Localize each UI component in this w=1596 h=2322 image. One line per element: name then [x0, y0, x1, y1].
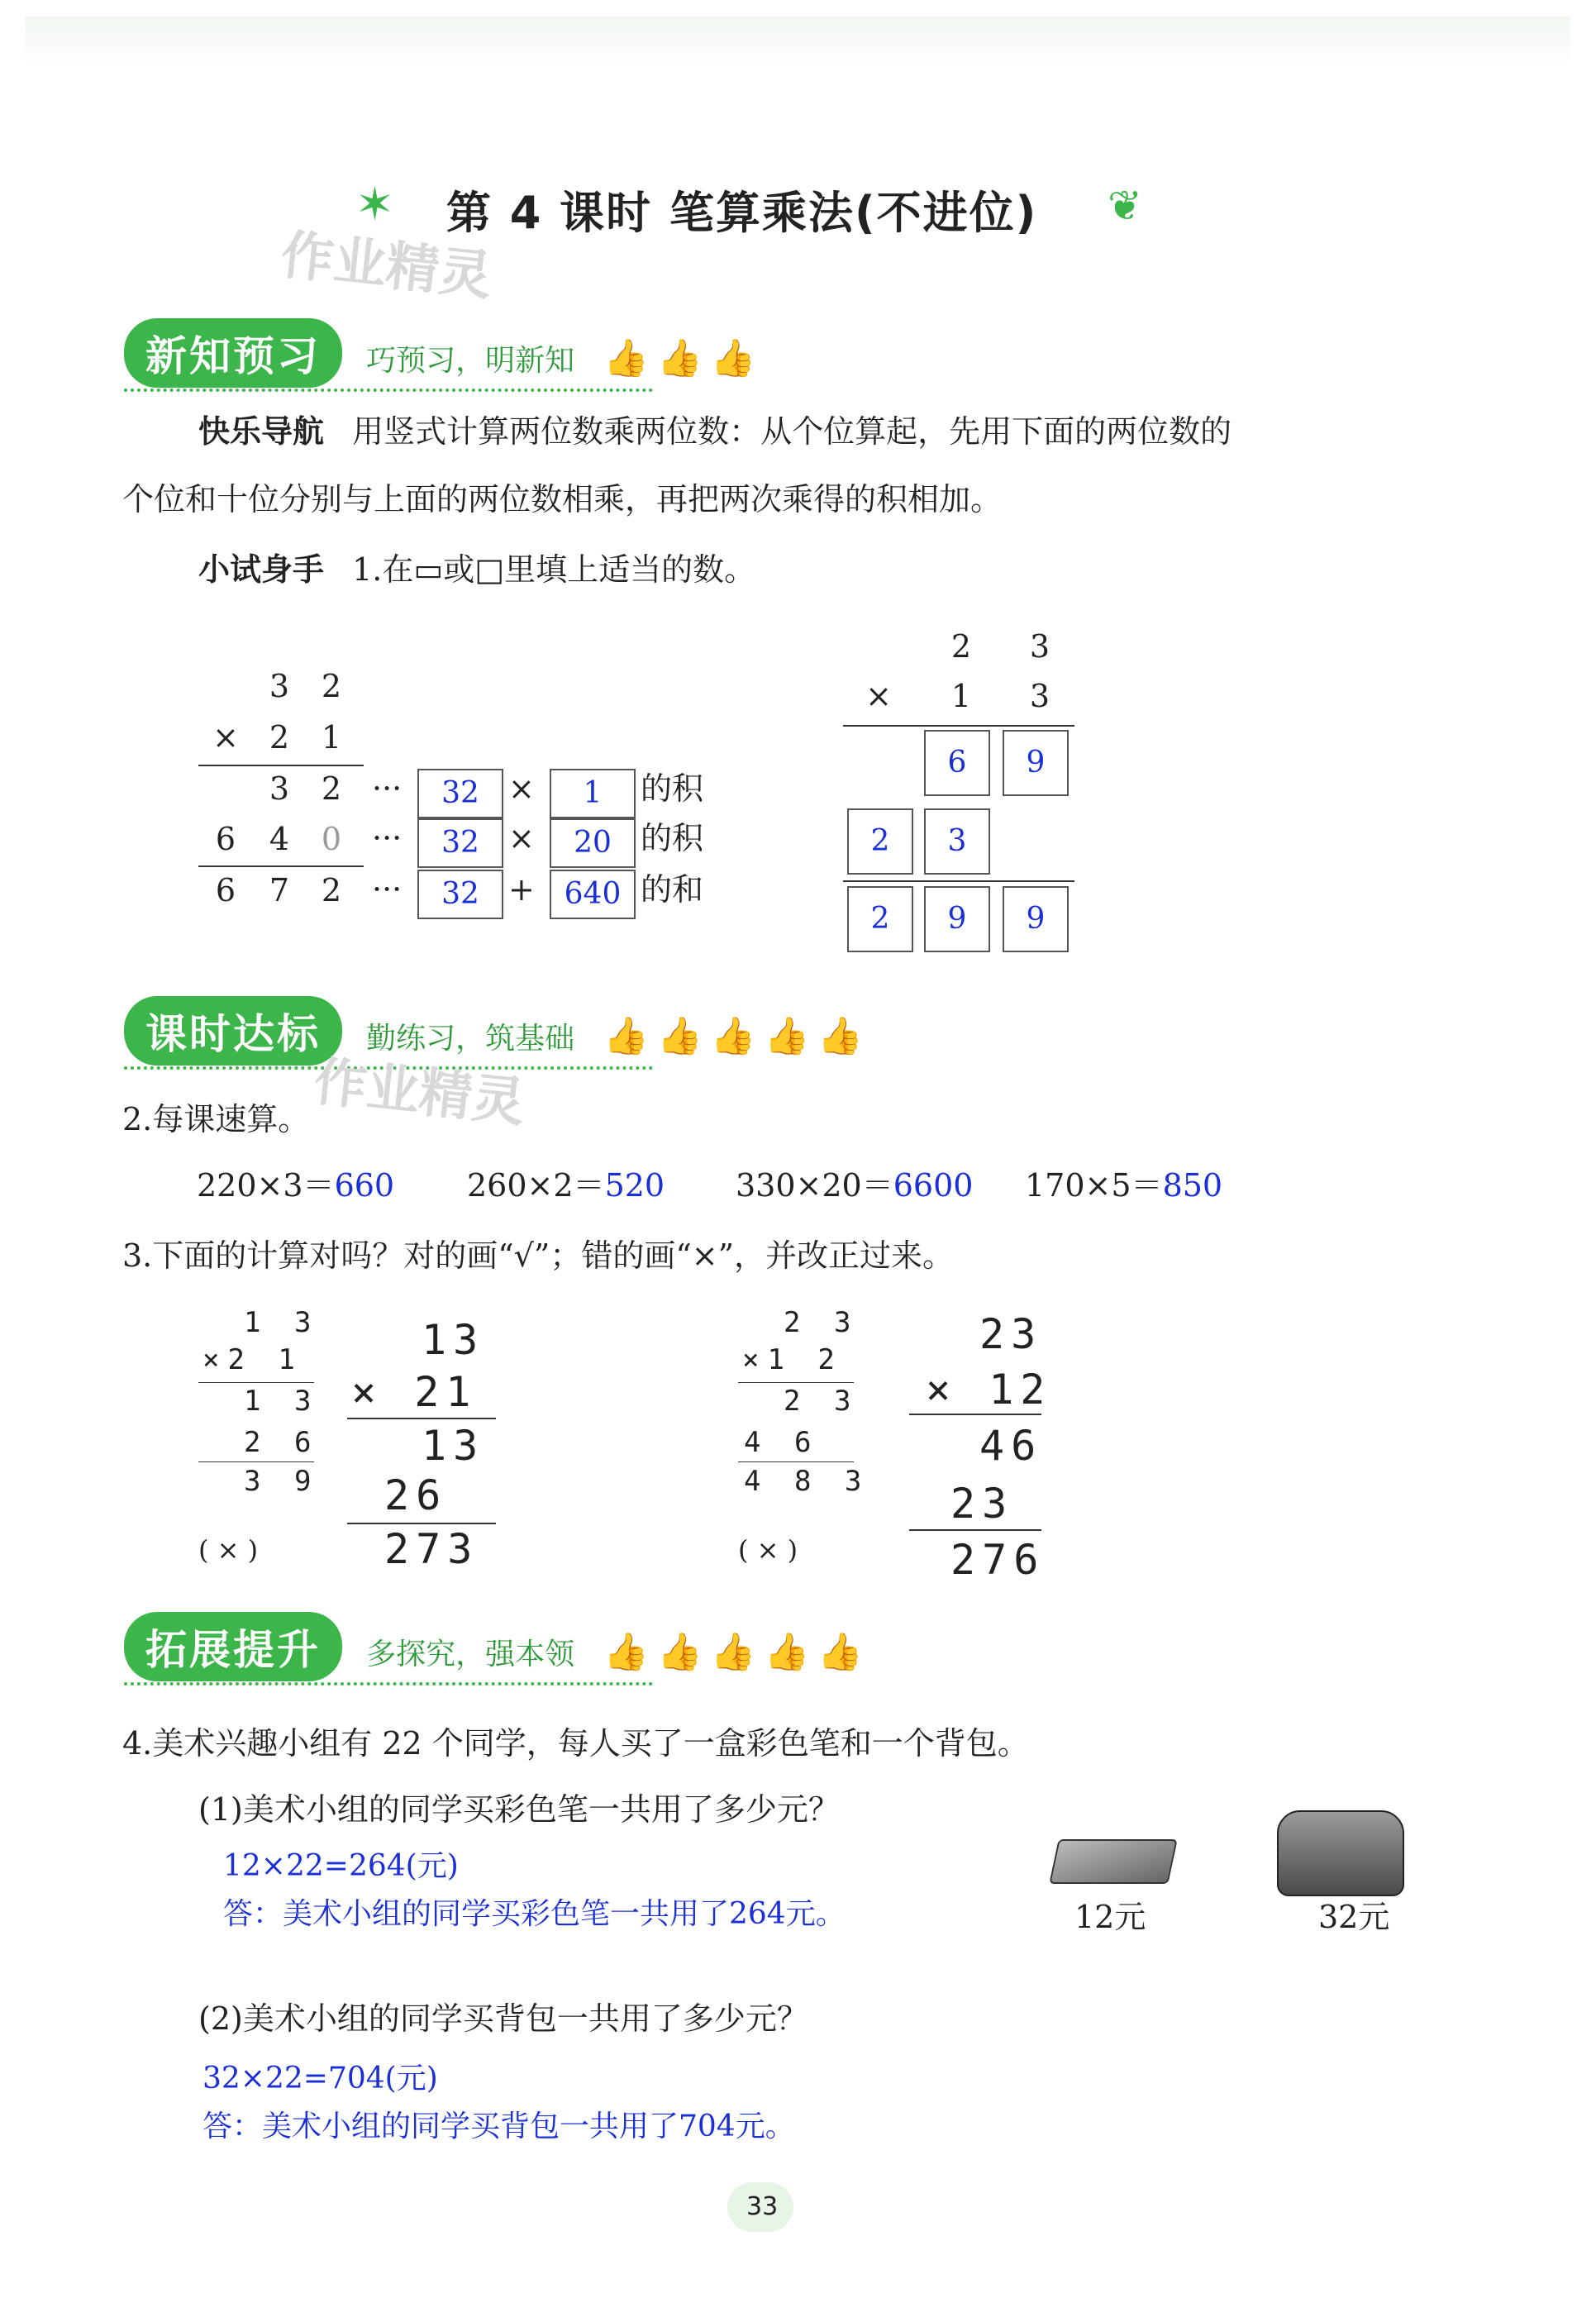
star-icon: ✶: [355, 178, 394, 231]
section-banner-extend: [124, 1612, 871, 1678]
answer-box[interactable]: 6: [924, 730, 990, 796]
q4-part2: (2)美术小组的同学买背包一共用了多少元？: [198, 2000, 808, 2037]
section-banner-preview: [124, 318, 765, 384]
leaf-icon: ❦: [1108, 182, 1142, 230]
q4-answer1-expr: 12×22=264(元): [223, 1849, 459, 1883]
page-title: 第 4 课时 笔算乘法(不进位): [446, 187, 1038, 239]
answer-box[interactable]: 9: [1003, 730, 1069, 796]
thumbs-up-icon: 👍👍👍👍👍: [603, 1631, 872, 1673]
watermark: 作业精灵: [278, 224, 495, 308]
q2-item: 170×5＝850: [1025, 1167, 1223, 1204]
answer-box[interactable]: 2: [847, 808, 913, 875]
answer-box[interactable]: 32: [417, 870, 503, 919]
answer-box[interactable]: 32: [417, 818, 503, 868]
judgement-mark[interactable]: ( × ): [738, 1534, 798, 1566]
section-subtitle: 勤练习，筑基础: [366, 1022, 575, 1056]
answer-box[interactable]: 3: [924, 808, 990, 875]
answer-box[interactable]: 20: [550, 818, 636, 868]
q4-answer2-expr: 32×22=704(元): [202, 2062, 438, 2096]
guide-line-1: 快乐导航 用竖式计算两位数乘两位数：从个位算起，先用下面的两位数的: [198, 413, 1232, 450]
q3-label: 3.下面的计算对吗？对的画“√”；错的画“×”，并改正过来。: [122, 1237, 955, 1274]
section-subtitle: 巧预习，明新知: [366, 344, 575, 378]
q2-item: 330×20＝6600: [736, 1167, 974, 1204]
q2-item: 220×3＝660: [197, 1167, 395, 1204]
judgement-mark[interactable]: ( × ): [198, 1534, 259, 1566]
q4-label: 4.美术兴趣小组有 22 个同学，每人买了一盒彩色笔和一个背包。: [122, 1725, 1029, 1762]
banner-divider: [124, 389, 653, 392]
answer-box[interactable]: 9: [1003, 886, 1069, 952]
header-strip: [25, 17, 1570, 66]
guide-line-2: 个位和十位分别与上面的两位数相乘，再把两次乘得的积相加。: [122, 481, 1003, 517]
q4-part1: (1)美术小组的同学买彩色笔一共用了多少元？: [198, 1791, 840, 1828]
watermark: 作业精灵: [311, 1051, 528, 1135]
calc-line: [843, 725, 1074, 727]
page-number: 33: [746, 2192, 779, 2221]
answer-box[interactable]: 32: [417, 769, 503, 818]
section-banner-practice: [124, 996, 871, 1062]
answer-box[interactable]: 2: [847, 886, 913, 952]
section-subtitle: 多探究，强本领: [366, 1638, 575, 1671]
pen-box-icon: [1049, 1839, 1177, 1884]
answer-box[interactable]: 1: [550, 769, 636, 818]
trial-line: 小试身手 1.在▭或□里填上适当的数。: [198, 551, 756, 588]
bag-price: 32元: [1318, 1899, 1390, 1935]
q2-item: 260×2＝520: [467, 1167, 665, 1204]
q4-answer2-text: 答：美术小组的同学买背包一共用了704元。: [202, 2110, 795, 2143]
answer-box[interactable]: 640: [550, 870, 636, 919]
calc-line: [198, 765, 364, 766]
q2-label: 2.每课速算。: [122, 1101, 310, 1137]
q4-answer1-text: 答：美术小组的同学买彩色笔一共用了264元。: [223, 1897, 846, 1931]
backpack-icon: [1277, 1810, 1404, 1896]
thumbs-up-icon: 👍👍👍: [603, 337, 765, 379]
section-badge: 课时达标: [124, 996, 342, 1066]
calc-line: [843, 880, 1074, 882]
section-badge: 新知预习: [124, 318, 342, 388]
calc-line: [198, 865, 364, 867]
pen-price: 12元: [1074, 1899, 1146, 1935]
banner-divider: [124, 1682, 653, 1685]
section-badge: 拓展提升: [124, 1612, 342, 1681]
thumbs-up-icon: 👍👍👍👍👍: [603, 1015, 872, 1057]
answer-box[interactable]: 9: [924, 886, 990, 952]
